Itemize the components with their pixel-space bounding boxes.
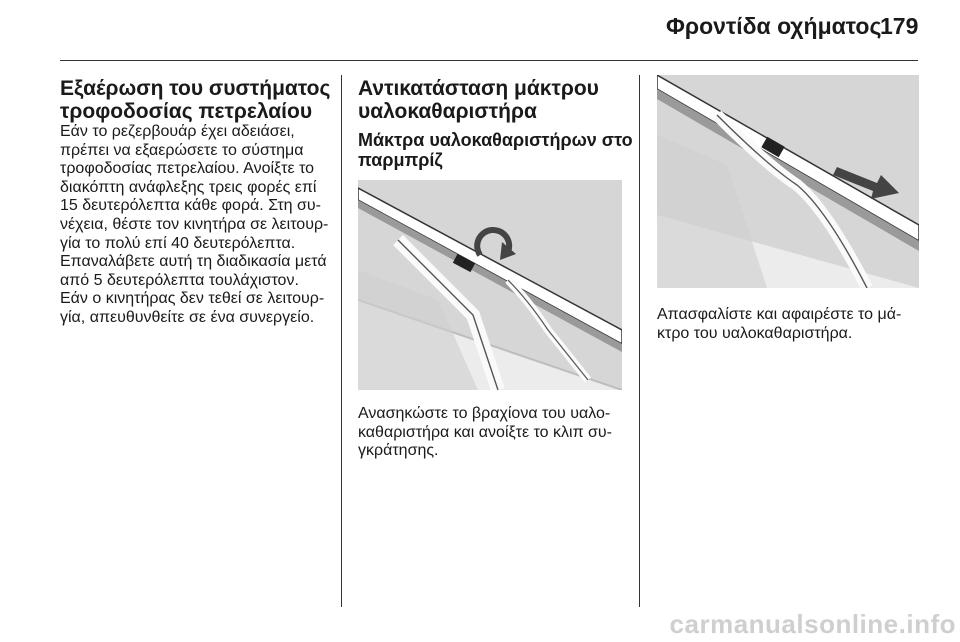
text-line: γία το πολύ επί 40 δευτερόλεπτα. [60, 234, 296, 252]
text-line: Επαναλάβετε αυτή τη διαδικασία μετά [60, 253, 327, 271]
caption-line: Απασφαλίστε και αφαιρέστε το μά- [657, 306, 902, 323]
column-divider-left [341, 75, 342, 607]
heading-line: υαλοκαθαριστήρα [358, 100, 537, 123]
figure-caption-remove-blade [657, 306, 901, 343]
page-number: 179 [880, 13, 919, 39]
heading-line: τροφοδοσίας πετρελαίου [60, 100, 313, 123]
caption-line: καθαριστήρα και ανοίξτε το κλιπ συ- [358, 423, 612, 441]
text-line: από 5 δευτερόλεπτα τουλάχιστον. [60, 271, 299, 289]
heading-line: Αντικατάσταση μάκτρου [358, 77, 599, 100]
wiper-arm-illustration [358, 180, 622, 390]
subheading-windscreen-wipers [358, 130, 633, 170]
text-line: 15 δευτερόλεπτα κάθε φορά. Στη συ- [60, 197, 321, 215]
figure-remove-wiper-blade [657, 75, 919, 288]
header-divider [60, 60, 918, 61]
text-line: διακόπτη ανάφλεξης τρεις φορές επί [60, 178, 317, 196]
figure-caption-lift-arm [358, 405, 612, 461]
caption-line: Ανασηκώστε το βραχίονα του υαλο- [358, 405, 611, 422]
text-line: γία, απευθυνθείτε σε ένα συνεργείο. [60, 308, 315, 326]
text-line: Εάν ο κινητήρας δεν τεθεί σε λειτουρ- [60, 290, 325, 308]
column-divider-right [639, 75, 640, 607]
page-header-title: Φροντίδα οχήματος [666, 13, 882, 39]
subheading-line: Μάκτρα υαλοκαθαριστήρων στο [358, 130, 633, 150]
text-line: τροφοδοσίας πετρελαίου. Ανοίξτε το [60, 160, 315, 178]
section-heading-wiper-replacement [358, 77, 599, 123]
wiper-blade-removal-illustration [657, 75, 919, 288]
text-line: νέχεια, θέστε τον κινητήρα σε λειτουρ- [60, 215, 329, 233]
section-heading-fuel-bleed [60, 77, 330, 123]
watermark: carmanualsonline.info [669, 609, 956, 639]
figure-lift-wiper-arm [358, 180, 622, 390]
caption-line: κτρο του υαλοκαθαριστήρα. [657, 324, 853, 342]
caption-line: γκράτησης. [358, 442, 439, 460]
subheading-line: παρμπρίζ [358, 150, 443, 170]
text-line: πρέπει να εξαερώσετε το σύστημα [60, 141, 304, 159]
fuel-bleed-instructions [60, 123, 328, 328]
text-line: Εάν το ρεζερβουάρ έχει αδειάσει, [60, 123, 295, 140]
heading-line: Εξαέρωση του συστήματος [60, 77, 331, 100]
